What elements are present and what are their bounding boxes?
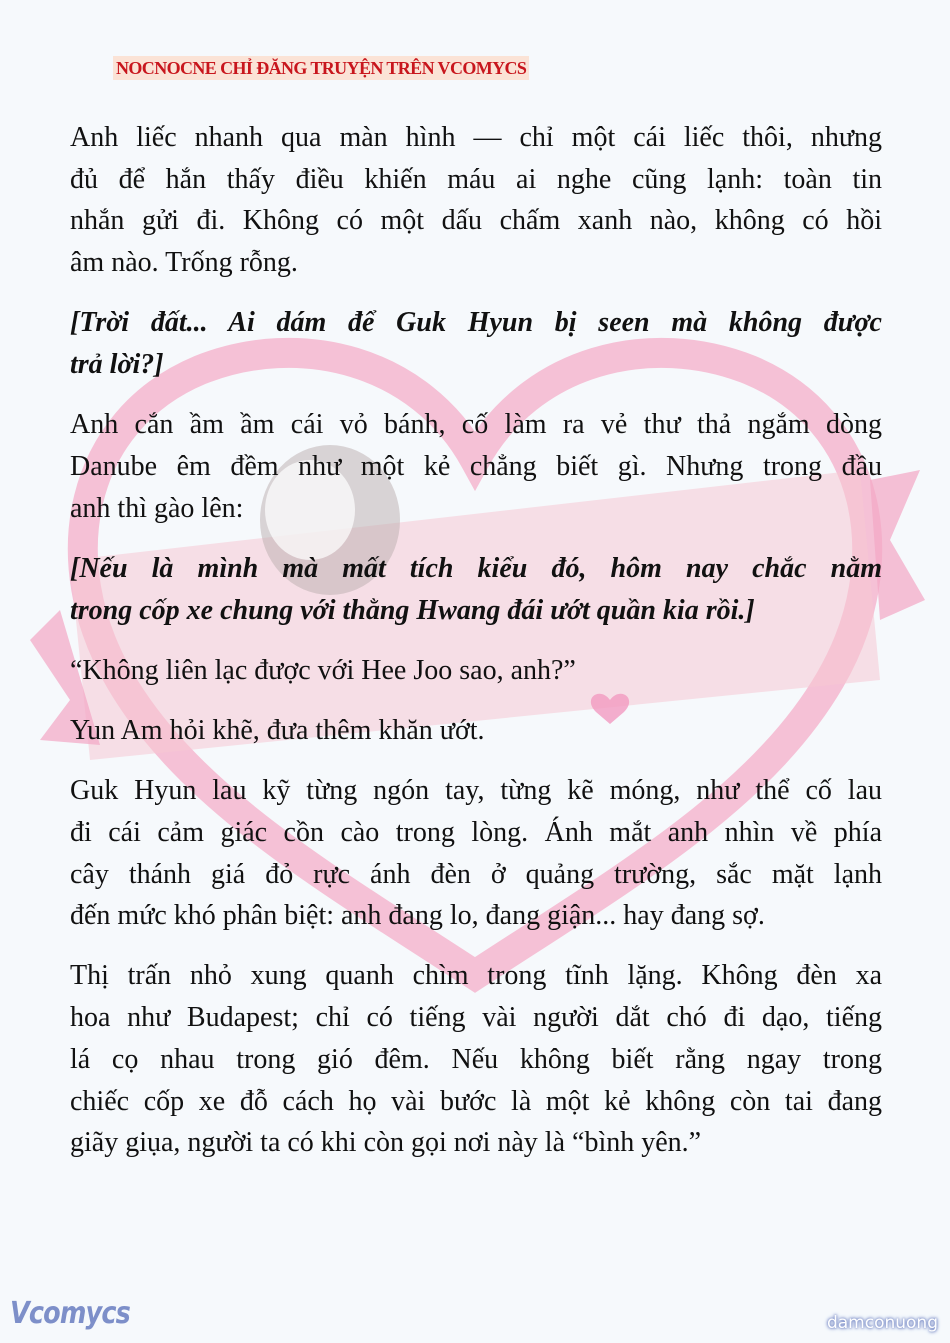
vcomycs-logo: Vcomycs [10, 1296, 130, 1331]
text-line: giãy giụa, người ta có khi còn gọi nơi này là “bình yên.” [70, 1127, 702, 1159]
text-line: [Nếu là mình mà mất tích kiểu đó, hôm nay chắc nằm [70, 552, 882, 584]
paragraph [70, 710, 882, 752]
thought-paragraph [70, 548, 882, 631]
text-line: chiếc cốp xe đỗ cách họ vài bước là một kẻ không còn tai đang [70, 1085, 882, 1117]
translator-credit: damconuong [826, 1313, 938, 1333]
text-line: hoa như Budapest; chỉ có tiếng vài người dắt chó đi dạo, tiếng [70, 1002, 882, 1034]
text-line: “Không liên lạc được với Hee Joo sao, anh?” [70, 654, 576, 686]
text-line: Guk Hyun lau kỹ từng ngón tay, từng kẽ móng, như thể cố lau [70, 775, 882, 807]
paragraph [70, 650, 882, 692]
text-line: trong cốp xe chung với thằng Hwang đái ướt quần kia rồi.] [70, 594, 755, 626]
text-line: nhắn gửi đi. Không có một dấu chấm xanh nào, không có hồi [70, 205, 882, 237]
thought-paragraph [70, 302, 882, 385]
paragraph [70, 404, 882, 529]
paragraph [70, 117, 882, 284]
text-line: đủ để hắn thấy điều khiến máu ai nghe cũng lạnh: toàn tin [70, 163, 882, 195]
text-line: Danube êm đềm như một kẻ chẳng biết gì. Nhưng trong đầu [70, 450, 882, 482]
paragraph [70, 770, 882, 937]
text-line: đến mức khó phân biệt: anh đang lo, đang giận... hay đang sợ. [70, 900, 765, 932]
text-line: cây thánh giá đỏ rực ánh đèn ở quảng trường, sắc mặt lạnh [70, 858, 882, 890]
text-line: anh thì gào lên: [70, 492, 244, 524]
text-line: [Trời đất... Ai dám để Guk Hyun bị seen mà không được [70, 307, 882, 339]
paragraph [70, 955, 882, 1164]
header-notice: NOCNOCNE CHỈ ĐĂNG TRUYỆN TRÊN VCOMYCS [113, 56, 529, 80]
text-line: đi cái cảm giác cồn cào trong lòng. Ánh mắt anh nhìn về phía [70, 816, 882, 848]
text-line: Thị trấn nhỏ xung quanh chìm trong tĩnh lặng. Không đèn xa [70, 960, 882, 992]
text-line: trả lời?] [70, 349, 164, 381]
text-line: Anh liếc nhanh qua màn hình — chỉ một cái liếc thôi, nhưng [70, 122, 882, 153]
story-text [70, 117, 882, 1182]
text-line: âm nào. Trống rỗng. [70, 247, 298, 279]
text-line: Yun Am hỏi khẽ, đưa thêm khăn ướt. [70, 714, 485, 746]
text-line: lá cọ nhau trong gió đêm. Nếu không biết rằng ngay trong [70, 1043, 882, 1075]
text-line: Anh cắn ầm ầm cái vỏ bánh, cố làm ra vẻ thư thả ngắm dòng [70, 409, 882, 441]
